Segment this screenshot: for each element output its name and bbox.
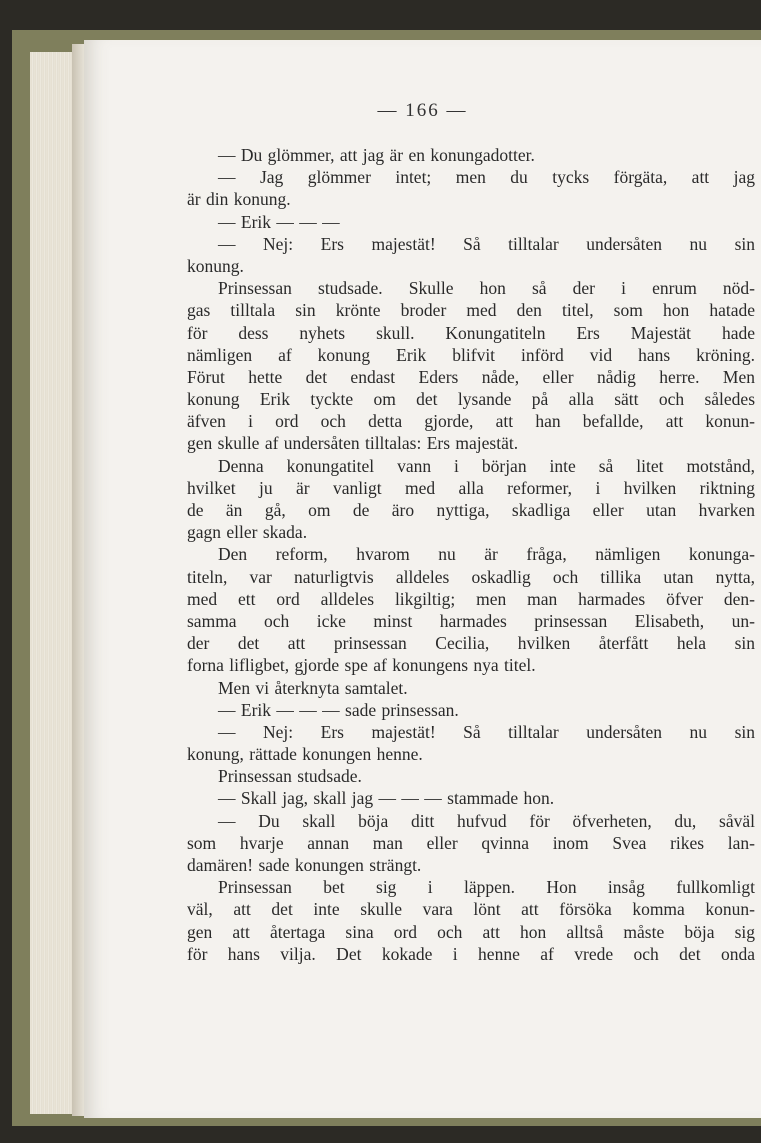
text-line: samma och icke minst harmades prinsessan Elisabeth, un- <box>187 610 755 631</box>
text-line: för dess nyhets skull. Konungatiteln Ers Majestät hade <box>187 322 755 343</box>
text-line: Förut hette det endast Eders nåde, eller nådig herre. Men <box>187 366 755 387</box>
text-line: nämligen af konung Erik blifvit införd vid hans kröning. <box>187 344 755 365</box>
page-text <box>187 144 755 965</box>
page-number: — 166 — <box>377 100 468 121</box>
text-line: gas tilltala sin krönte broder med den titel, som hon hatade <box>187 300 755 321</box>
text-line: — Nej: Ers majestät! Så tilltalar undersåten nu sin <box>218 721 755 742</box>
text-line: Prinsessan studsade. Skulle hon så der i enrum nöd- <box>218 278 755 299</box>
text-line: som hvarje annan man eller qvinna inom Svea rikes lan- <box>187 832 755 853</box>
text-line: konung, rättade konungen henne. <box>187 744 423 765</box>
text-line: hvilket ju är vanligt med alla reformer, i hvilken riktning <box>187 477 755 498</box>
text-line: Prinsessan studsade. <box>218 766 362 787</box>
text-line: — Erik — — — sade prinsessan. <box>218 699 459 720</box>
text-line: äfven i ord och detta gjorde, att han befallde, att konun- <box>187 411 755 432</box>
text-line: — Skall jag, skall jag — — — stammade hon. <box>218 788 555 809</box>
text-line: med ett ord alldeles likgiltig; men man harmades öfver den- <box>187 588 755 609</box>
text-line: titeln, var naturligtvis alldeles oskadlig och tillika utan nytta, <box>187 566 755 587</box>
text-line: Prinsessan bet sig i läppen. Hon insåg fullkomligt <box>218 877 755 898</box>
text-line: gen att återtaga sina ord och att hon alltså måste böja sig <box>187 921 755 942</box>
text-line: der det att prinsessan Cecilia, hvilken återfått hela sin <box>187 633 755 654</box>
text-line: Denna konungatitel vann i början inte så litet motstånd, <box>218 455 755 476</box>
text-line: för hans vilja. Det kokade i henne af vrede och det onda <box>187 943 755 964</box>
text-line: forna lifligbet, gjorde spe af konungens nya titel. <box>187 655 536 676</box>
text-line: — Du glömmer, att jag är en konungadotter. <box>218 145 535 165</box>
text-line: gen skulle af undersåten tilltalas: Ers majestät. <box>187 433 519 454</box>
text-line: — Nej: Ers majestät! Så tilltalar undersåten nu sin <box>218 233 755 254</box>
text-line: konung Erik tyckte om det lysande på alla sätt och således <box>187 389 755 410</box>
text-line: är din konung. <box>187 189 291 210</box>
text-line: — Jag glömmer intet; men du tycks förgäta, att jag <box>218 167 755 188</box>
text-line: gagn eller skada. <box>187 522 308 543</box>
text-line: — Erik — — — <box>218 211 340 232</box>
book-page <box>84 40 761 1118</box>
text-line: konung. <box>187 255 244 276</box>
text-line: Den reform, hvarom nu är fråga, nämligen konunga- <box>218 544 755 565</box>
text-line: väl, att det inte skulle vara lönt att försöka komma konun- <box>187 899 755 920</box>
text-line: — Du skall böja ditt hufvud för öfverheten, du, såväl <box>218 810 755 831</box>
text-line: damären! sade konungen strängt. <box>187 855 422 875</box>
text-line: Men vi återknyta samtalet. <box>218 677 408 698</box>
text-line: de än gå, om de äro nyttiga, skadliga eller utan hvarken <box>187 500 755 520</box>
